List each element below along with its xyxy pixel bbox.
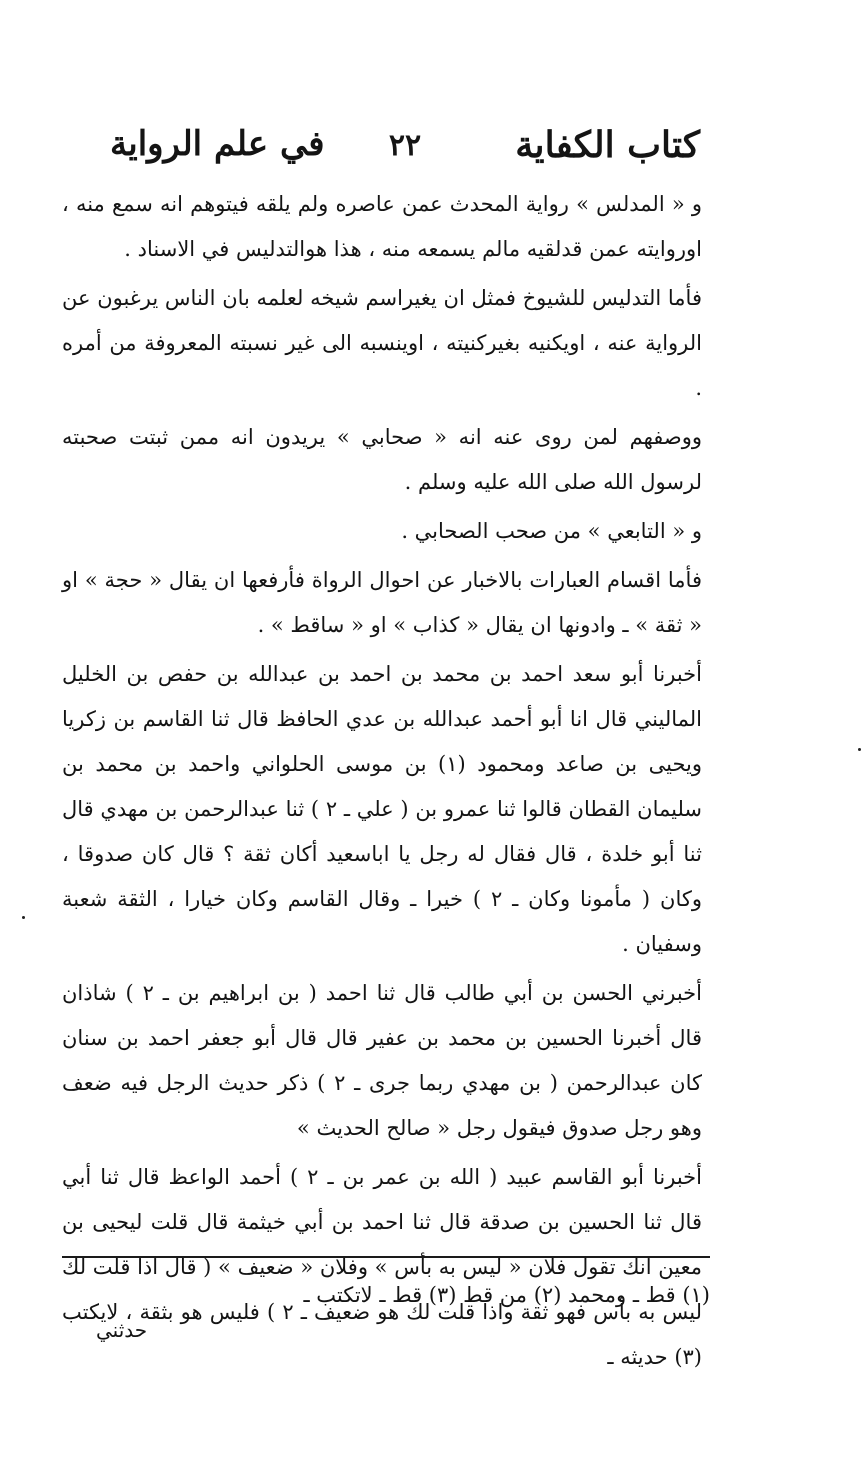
footnote: (١) قط ـ ومحمد (٢) من قط (٣) قط ـ لاتكتب ـ — [303, 1283, 710, 1307]
paragraph-narration-2: أخبرني الحسن بن أبي طالب قال ثنا احمد ( بن ابراهيم بن ـ ٢ ) شاذان قال أخبرنا الحسين بن محمد بن عفير قال قال أبو جعفر احمد بن سنان كان عبدالرحمن ( بن مهدي ربما جرى ـ ٢ ) ذكر حديث الرجل فيه ضعف وهو رجل صدوق فيقول رجل « صالح الحديث » — [62, 981, 702, 1140]
scan-speck — [22, 916, 25, 919]
scan-speck — [858, 748, 861, 751]
paragraph-ibarat: فأما اقسام العبارات بالاخبار عن احوال الرواة فأرفعها ان يقال « حجة » او « ثقة » ـ وادونها ان يقال « كذاب » او « ساقط » . — [62, 568, 702, 637]
page-number: ٢٢ — [388, 128, 422, 163]
paragraph-sahabi: ووصفهم لمن روى عنه انه « صحابي » يريدون انه ممن ثبتت صحبته لرسول الله صلى الله عليه وسلم . — [62, 425, 702, 494]
paragraph-narration-1: أخبرنا أبو سعد احمد بن محمد بن احمد بن عبدالله بن حفص بن الخليل الماليني قال انا أبو أحمد عبدالله بن عدي الحافظ قال ثنا القاسم بن زكريا ويحيى بن صاعد ومحمود (١) بن موسى الحلواني واحمد بن محمد بن سليمان القطان قالوا ثنا عمرو بن ( علي ـ ٢ ) ثنا عبدالرحمن بن مهدي قال ثنا أبو خلدة ، قال فقال له رجل يا اباسعيد أكان ثقة ؟ قال كان صدوقا ، وكان ( مأمونا وكان ـ ٢ ) خيرا ـ وقال القاسم وكان خيارا ، الثقة شعبة وسفيان . — [62, 662, 703, 956]
catchword: حدثني — [96, 1318, 148, 1342]
running-header — [110, 118, 700, 178]
paragraph-tadlis-shuyukh: فأما التدليس للشيوخ فمثل ان يغيراسم شيخه لعلمه بان الناس يرغبون عن الرواية عنه ، اويكنيه بغيركنيته ، اوينسبه الى غير نسبته المعروفة من أمره . — [62, 286, 702, 400]
subject-title: في علم الرواية — [110, 124, 325, 164]
book-title: كتاب الكفاية — [515, 124, 700, 166]
paragraph-narration-3: أخبرنا أبو القاسم عبيد ( الله بن عمر بن ـ ٢ ) أحمد الواعظ قال ثنا أبي قال ثنا الحسين بن صدقة قال ثنا احمد بن أبي خيثمة قال قلت ليحيى بن معين انك تقول فلان « ليس به بأس » وفلان « ضعيف » ( قال اذا قلت لك ليس به بأس فهو ثقة واذا قلت لك هو ضعيف ـ ٢ ) فليس هو بثقة ، لايكتب (٣) حديثه ـ — [62, 1165, 702, 1369]
paragraph-tabii: و « التابعي » من صحب الصحابي . — [401, 519, 702, 543]
paragraph-mudallis: و « المدلس » رواية المحدث عمن عاصره ولم يلقه فيتوهم انه سمع منه ، اوروايته عمن قدلقيه مالم يسمعه منه ، هذا هوالتدليس في الاسناد . — [62, 192, 702, 261]
main-text — [62, 182, 702, 1384]
footnote-divider — [62, 1256, 710, 1258]
